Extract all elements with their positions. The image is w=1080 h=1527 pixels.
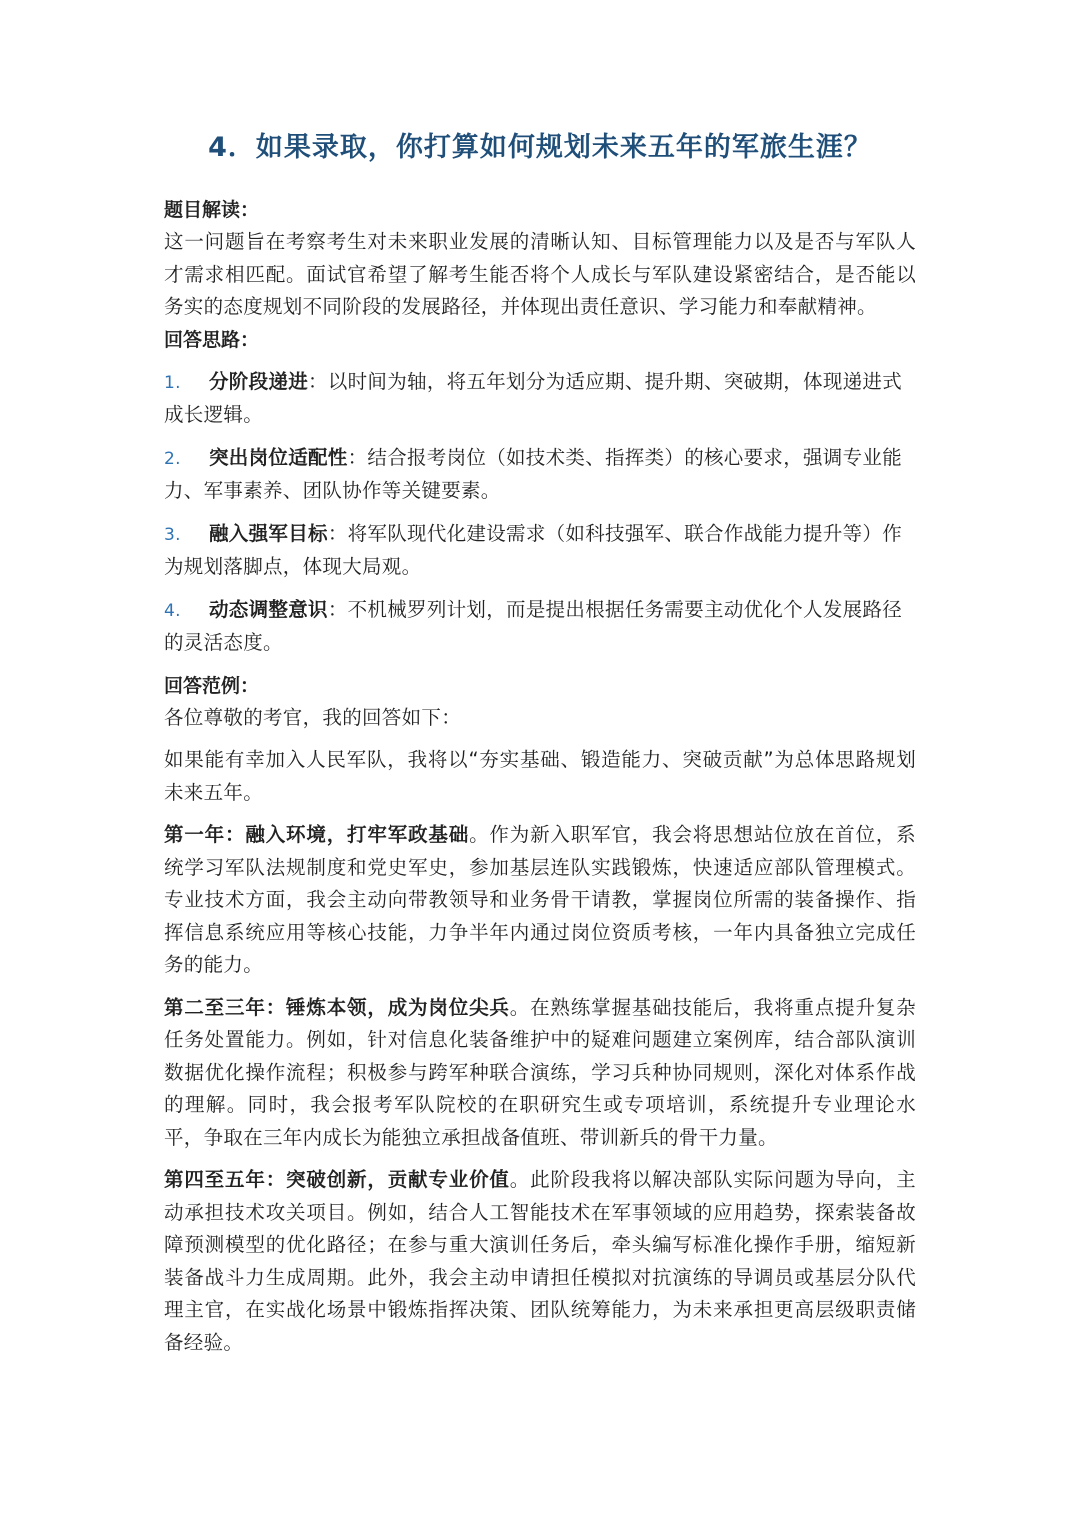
stage-text: 。此阶段我将以解决部队实际问题为导向，主动承担技术攻关项目。例如，结合人工智能技术在军事领域的应用趋势，探索装备故障预测模型的优化路径；在参与重大演训任务后，牵头编写标准化操作手册，缩短新装备战斗力生成周期。此外，我会主动申请担任模拟对抗演练的导调员或基层分队代理主官，在实战化场景中锻炼指挥决策、团队统筹能力，为未来承担更高层级职责储备经验。	[164, 1168, 916, 1354]
list-text: ：将军队现代化建设需求（如科技强军、联合作战能力提升等）作为规划落脚点，体现大局观。	[164, 521, 903, 578]
page-title: 4．如果录取，你打算如何规划未来五年的军旅生涯？	[208, 132, 872, 163]
example-heading: 回答范例：	[164, 674, 260, 697]
approach-list	[164, 366, 916, 660]
stage-text: 。作为新入职军官，我会将思想站位放在首位，系统学习军队法规制度和党史军史，参加基层连队实践锻炼，快速适应部队管理模式。专业技术方面，我会主动向带教领导和业务骨干请教，掌握岗位所需的装备操作、指挥信息系统应用等核心技能，力争半年内通过岗位资质考核，一年内具备独立完成任务的能力。	[164, 823, 916, 976]
approach-item	[164, 442, 916, 508]
interpretation-text: 这一问题旨在考察考生对未来职业发展的清晰认知、目标管理能力以及是否与军队人才需求相匹配。面试官希望了解考生能否将个人成长与军队建设紧密结合，是否能以务实的态度规划不同阶段的发展路径，并体现出责任意识、学习能力和奉献精神。	[164, 230, 916, 318]
stage-lead: 第二至三年：锤炼本领，成为岗位尖兵	[164, 995, 510, 1019]
approach-item	[164, 518, 916, 584]
document-body	[164, 194, 916, 1359]
approach-item	[164, 594, 916, 660]
list-number: 3.	[164, 524, 181, 545]
example-intro: 如果能有幸加入人民军队，我将以“夯实基础、锻造能力、突破贡献”为总体思路规划未来五年。	[164, 748, 916, 804]
stage-paragraph	[164, 992, 916, 1155]
list-text: ：以时间为轴，将五年划分为适应期、提升期、突破期，体现递进式成长逻辑。	[164, 369, 903, 426]
list-keyword: 突出岗位适配性	[209, 445, 348, 469]
interpretation-heading: 题目解读：	[164, 199, 260, 221]
stage-lead: 第一年：融入环境，打牢军政基础	[164, 823, 470, 846]
stage-text: 。在熟练掌握基础技能后，我将重点提升复杂任务处置能力。例如，针对信息化装备维护中的疑难问题建立案例库，结合部队演训数据优化操作流程；积极参与跨军种联合演练，学习兵种协同规则，深化对体系作战的理解。同时，我会报考军队院校的在职研究生或专项培训，系统提升专业理论水平，争取在三年内成长为能独立承担战备值班、带训新兵的骨干力量。	[164, 995, 916, 1149]
approach-item	[164, 366, 916, 432]
example-greeting: 各位尊敬的考官，我的回答如下：	[164, 705, 462, 729]
list-keyword: 分阶段递进	[209, 369, 309, 393]
list-keyword: 动态调整意识	[209, 597, 328, 621]
list-text: ：不机械罗列计划，而是提出根据任务需要主动优化个人发展路径的灵活态度。	[164, 597, 903, 654]
stage-paragraph	[164, 1164, 916, 1359]
list-number: 4.	[164, 600, 181, 621]
stage-lead: 第四至五年：突破创新，贡献专业价值	[164, 1168, 510, 1191]
list-number: 2.	[164, 448, 181, 469]
list-number: 1.	[164, 372, 181, 393]
approach-heading: 回答思路：	[164, 328, 260, 351]
list-keyword: 融入强军目标	[209, 521, 328, 545]
stage-paragraph	[164, 819, 916, 982]
list-text: ：结合报考岗位（如技术类、指挥类）的核心要求，强调专业能力、军事素养、团队协作等关键要素。	[164, 445, 903, 502]
